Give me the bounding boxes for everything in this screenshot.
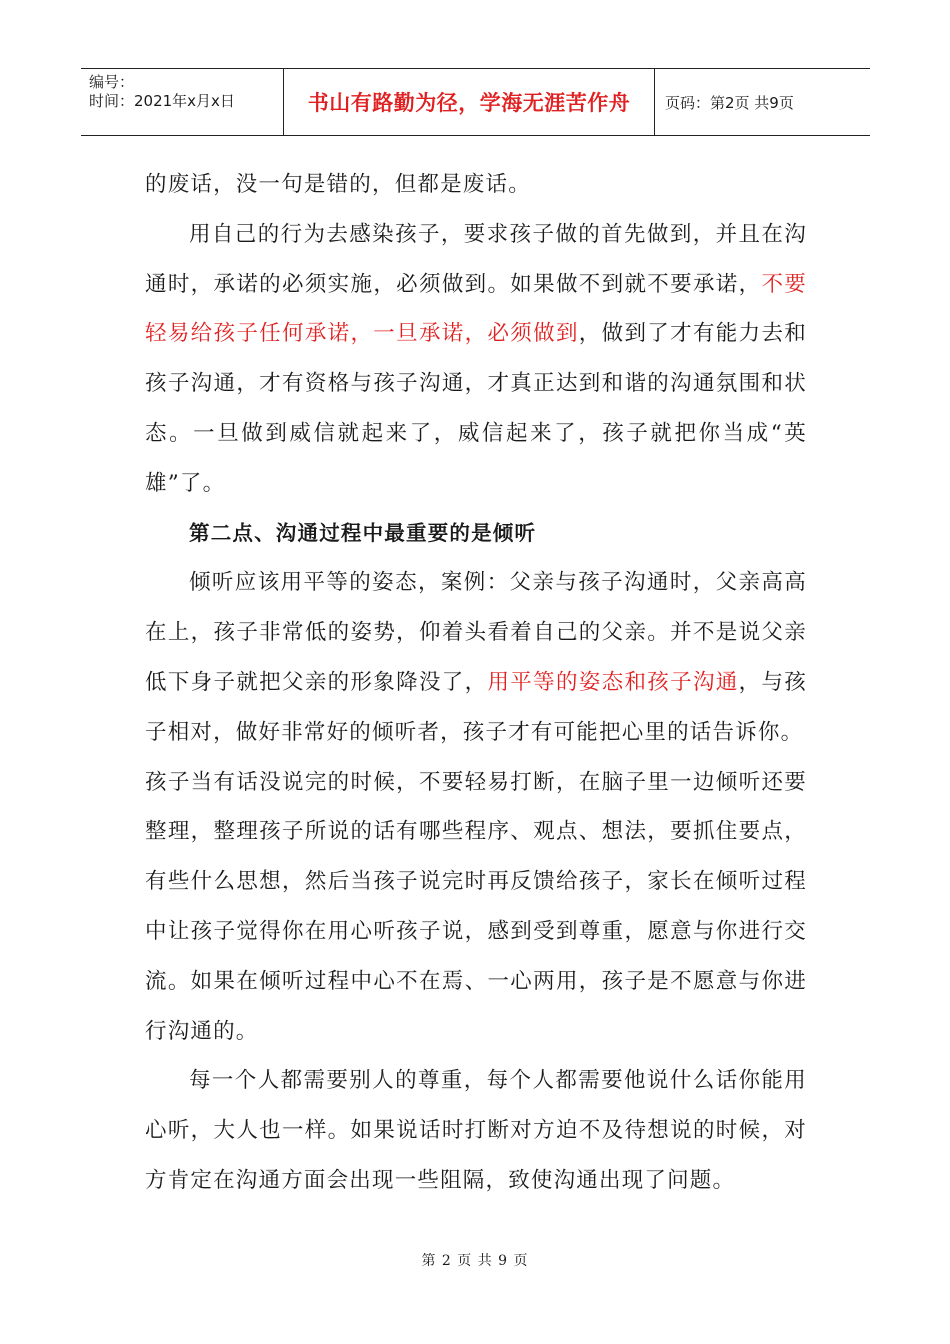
document-header	[81, 68, 870, 136]
paragraph-equal-posture	[145, 558, 807, 757]
page-footer: 第 2 页 共 9 页	[421, 1253, 529, 1269]
header-page-cell	[655, 69, 870, 135]
highlighted-text: 不要轻易给孩子任何承诺，一旦承诺，必须做到	[145, 271, 808, 347]
paragraph-lead-by-example	[145, 210, 807, 509]
paragraph-listening: 孩子当有话没说完的时候，不要轻易打断，在脑子里一边倾听还要整理，整理孩子所说的话有哪些程序、观点、想法，要抓住要点，有些什么思想，然后当孩子说完时再反馈给孩子，家长在倾听过程中让孩子觉得你在用心听孩子说，感到受到尊重，愿意与你进行交流。如果在倾听过程中心不在焉、一心两用，孩子是不愿意与你进行沟通的。	[145, 769, 807, 1044]
section-heading: 第二点、沟通过程中最重要的是倾听	[189, 520, 537, 545]
paragraph-text: ，做到了才有能力去和孩子沟通，才有资格与孩子沟通，才真正达到和谐的沟通氛围和状态。一旦做到威信就起来了，威信起来了，孩子就把你当成“英雄”了。	[145, 321, 807, 496]
highlighted-text: 用平等的姿态和孩子沟通	[487, 669, 739, 695]
paragraph-text: 倾听应该用平等的姿态，案例：父亲与孩子沟通时，父亲高高在上，孩子非常低的姿势，仰着头看着自己的父亲。并不是说父亲低下身子就把父亲的形象降没了，	[145, 570, 807, 695]
document-body	[145, 160, 807, 1206]
header-motto-cell	[284, 69, 655, 135]
document-date-label: 时间：2021年x月x日	[89, 92, 235, 110]
paragraph-respect: 每一个人都需要别人的尊重，每个人都需要他说什么话你能用心听，大人也一样。如果说话时打断对方迫不及待想说的时候，对方肯定在沟通方面会出现一些阻隔，致使沟通出现了问题。	[145, 1068, 807, 1193]
document-number-label: 编号：	[89, 73, 135, 91]
paragraph-text: ，与孩子相对，做好非常好的倾听者，孩子才有可能把心里的话告诉你。	[145, 669, 807, 745]
header-motto: 书山有路勤为径，学海无涯苦作舟	[307, 91, 631, 115]
paragraph-text: 用自己的行为去感染孩子，要求孩子做的首先做到，并且在沟通时，承诺的必须实施，必须做到。如果做不到就不要承诺，	[145, 221, 807, 297]
paragraph-continuation: 的废话，没一句是错的，但都是废话。	[145, 172, 531, 197]
header-page-info: 页码：第2页 共9页	[665, 93, 794, 112]
header-meta-cell	[81, 69, 284, 135]
